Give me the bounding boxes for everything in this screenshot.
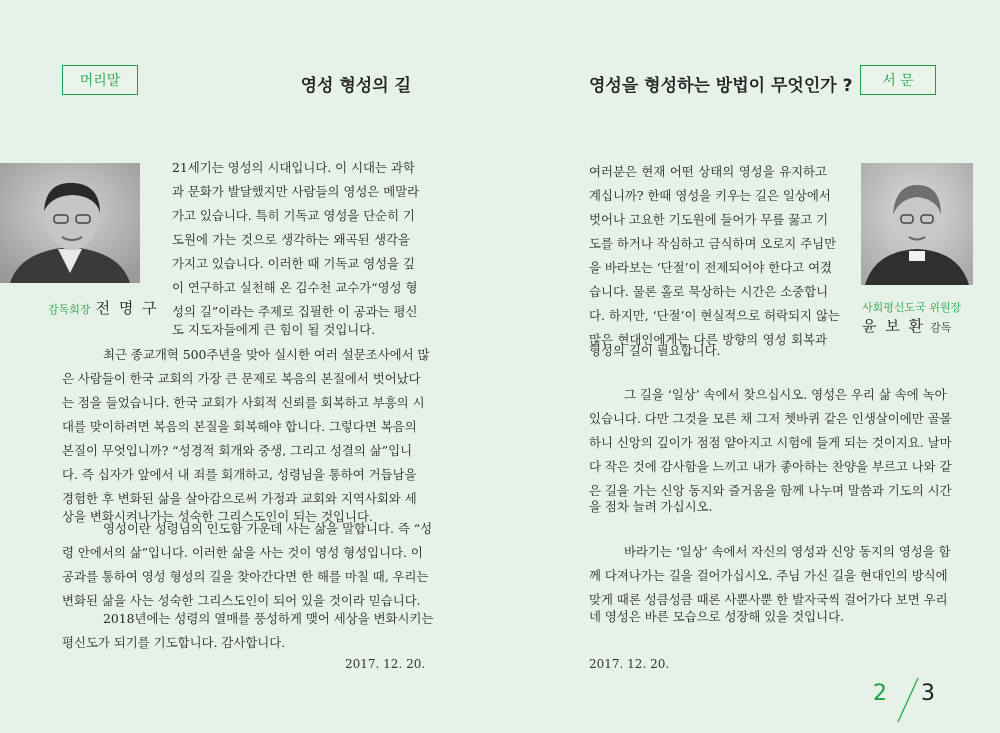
text-line: 대를 맞이하려면 복음의 본질을 회복해야 합니다. 그렇다면 복음의 <box>62 419 417 434</box>
author-role: 감독회장 <box>48 303 91 316</box>
right-date: 2017. 12. 20. <box>589 657 670 671</box>
text-line: 벗어나 고요한 기도원에 들어가 무릎 꿇고 기 <box>589 212 829 227</box>
text-line: 많은 현대인에게는 다른 방향의 영성 회복과 <box>589 332 827 347</box>
text-line: 영성이란 성령님의 인도함 가운데 사는 삶을 말합니다. 즉 “성 <box>103 521 433 536</box>
author-name: 윤 보 환 <box>862 317 926 335</box>
text-line: 경험한 후 변화된 삶을 살아감으로써 가정과 교회와 지역사회와 세 <box>62 491 417 506</box>
text-line: 본질이 무엇입니까? “성경적 회개와 중생, 그리고 성결의 삶”입니 <box>62 443 413 458</box>
text-line: 도원에 가는 것으로 생각하는 왜곡된 생각을 <box>172 232 410 247</box>
right-page-heading: 영성을 형성하는 방법이 무엇인가 ? <box>589 76 853 96</box>
text-line: 다 작은 것에 감사함을 느끼고 내가 좋아하는 찬양을 부르고 나와 같 <box>589 459 952 474</box>
introduction-label: 서 문 <box>860 65 936 95</box>
author-title: 감독 <box>930 321 952 334</box>
text-line: 바라기는 ‘일상’ 속에서 자신의 영성과 신앙 동지의 영성을 함 <box>624 544 951 559</box>
text-line: 을 점차 늘려 가십시오. <box>589 499 713 514</box>
text-line: 가지고 있습니다. 이러한 때 기독교 영성을 깊 <box>172 256 416 271</box>
text-line: 은 길을 가는 신앙 동지와 즐거움을 함께 나누며 말씀과 기도의 시간 <box>589 483 952 498</box>
author-photo-right <box>861 163 973 285</box>
text-line: 다. 하지만, ‘단절’이 현실적으로 허락되지 않는 <box>589 308 840 323</box>
text-line: 과 문화가 발달했지만 사람들의 영성은 메말라 <box>172 184 420 199</box>
left-page-heading: 영성 형성의 길 <box>300 76 411 96</box>
author-role: 사회평신도국 위원장 <box>862 301 962 314</box>
text-line: 그 길을 ‘일상’ 속에서 찾으십시오. 영성은 우리 삶 속에 녹아 <box>624 387 947 402</box>
text-line: 가고 있습니다. 특히 기독교 영성을 단순히 기 <box>172 208 416 223</box>
left-author-caption <box>48 297 159 318</box>
text-line: 공과를 통하여 영성 형성의 길을 찾아간다면 한 해를 마칠 때, 우리는 <box>62 569 429 584</box>
text-line: 있습니다. 다만 그것을 모른 채 그저 쳇바퀴 같은 인생살이에만 골몰 <box>589 411 952 426</box>
text-line: 는 점을 들었습니다. 한국 교회가 사회적 신뢰를 회복하고 부흥의 시 <box>62 395 425 410</box>
text-line: 형성의 길이 필요합니다. <box>589 343 721 358</box>
text-line: 다. 즉 십자가 앞에서 내 죄를 회개하고, 성령님을 통하여 거듭남을 <box>62 467 417 482</box>
text-line: 하니 신앙의 깊이가 점점 얕아지고 시험에 들게 되는 것이지요. 날마 <box>589 435 952 450</box>
text-line: 습니다. 물론 홀로 묵상하는 시간은 소중합니 <box>589 284 829 299</box>
text-line: 맞게 때론 성큼성큼 때론 사뿐사뿐 한 발자국씩 걸어가다 보면 우리 <box>589 592 948 607</box>
portrait-image <box>861 163 973 285</box>
text-line: 상을 변화시켜나가는 성숙한 그리스도인이 되는 것입니다. <box>62 509 373 524</box>
text-line: 을 바라보는 ‘단절’이 전제되어야 한다고 여겼 <box>589 260 833 275</box>
author-name: 전 명 구 <box>95 299 159 317</box>
page-number-right: 3 <box>921 681 935 706</box>
text-line: 령 안에서의 삶”입니다. 이러한 삶을 사는 것이 영성 형성입니다. 이 <box>62 545 423 560</box>
text-line: 21세기는 영성의 시대입니다. 이 시대는 과학 <box>172 160 415 175</box>
text-line: 평신도가 되기를 기도합니다. 감사합니다. <box>62 635 286 650</box>
page-number-divider <box>894 676 924 726</box>
text-line: 네 영성은 바른 모습으로 성장해 있을 것입니다. <box>589 609 844 624</box>
text-line: 은 사람들이 한국 교회의 가장 큰 문제로 복음의 본질에서 벗어났다 <box>62 371 421 386</box>
text-line: 최근 종교개혁 500주년을 맞아 실시한 여러 설문조사에서 많 <box>103 347 430 362</box>
text-line: 2018년에는 성령의 열매를 풍성하게 맺어 세상을 변화시키는 <box>103 611 434 626</box>
preface-label: 머리말 <box>62 65 138 95</box>
text-line: 께 다져나가는 길을 걸어가십시오. 주님 가신 길을 현대인의 방식에 <box>589 568 948 583</box>
right-author-role <box>862 296 961 315</box>
text-line: 도를 하거나 작심하고 금식하며 오로지 주님만 <box>589 236 837 251</box>
page-number-left: 2 <box>873 681 887 706</box>
portrait-image <box>0 163 140 283</box>
text-line: 여러분은 현재 어떤 상태의 영성을 유지하고 <box>589 164 827 179</box>
text-line: 계십니까? 한때 영성을 키우는 길은 일상에서 <box>589 188 831 203</box>
text-line: 성의 길”이라는 주제로 집필한 이 공과는 평신 <box>172 304 418 319</box>
text-line: 도 지도자들에게 큰 힘이 될 것입니다. <box>172 322 376 337</box>
right-author-caption <box>862 315 951 336</box>
text-line: 변화된 삶을 사는 성숙한 그리스도인이 되어 있을 것이라 믿습니다. <box>62 593 421 608</box>
text-line: 이 연구하고 실천해 온 김수천 교수가“영성 형 <box>172 280 418 295</box>
author-photo-left <box>0 163 140 283</box>
left-date: 2017. 12. 20. <box>345 657 426 671</box>
